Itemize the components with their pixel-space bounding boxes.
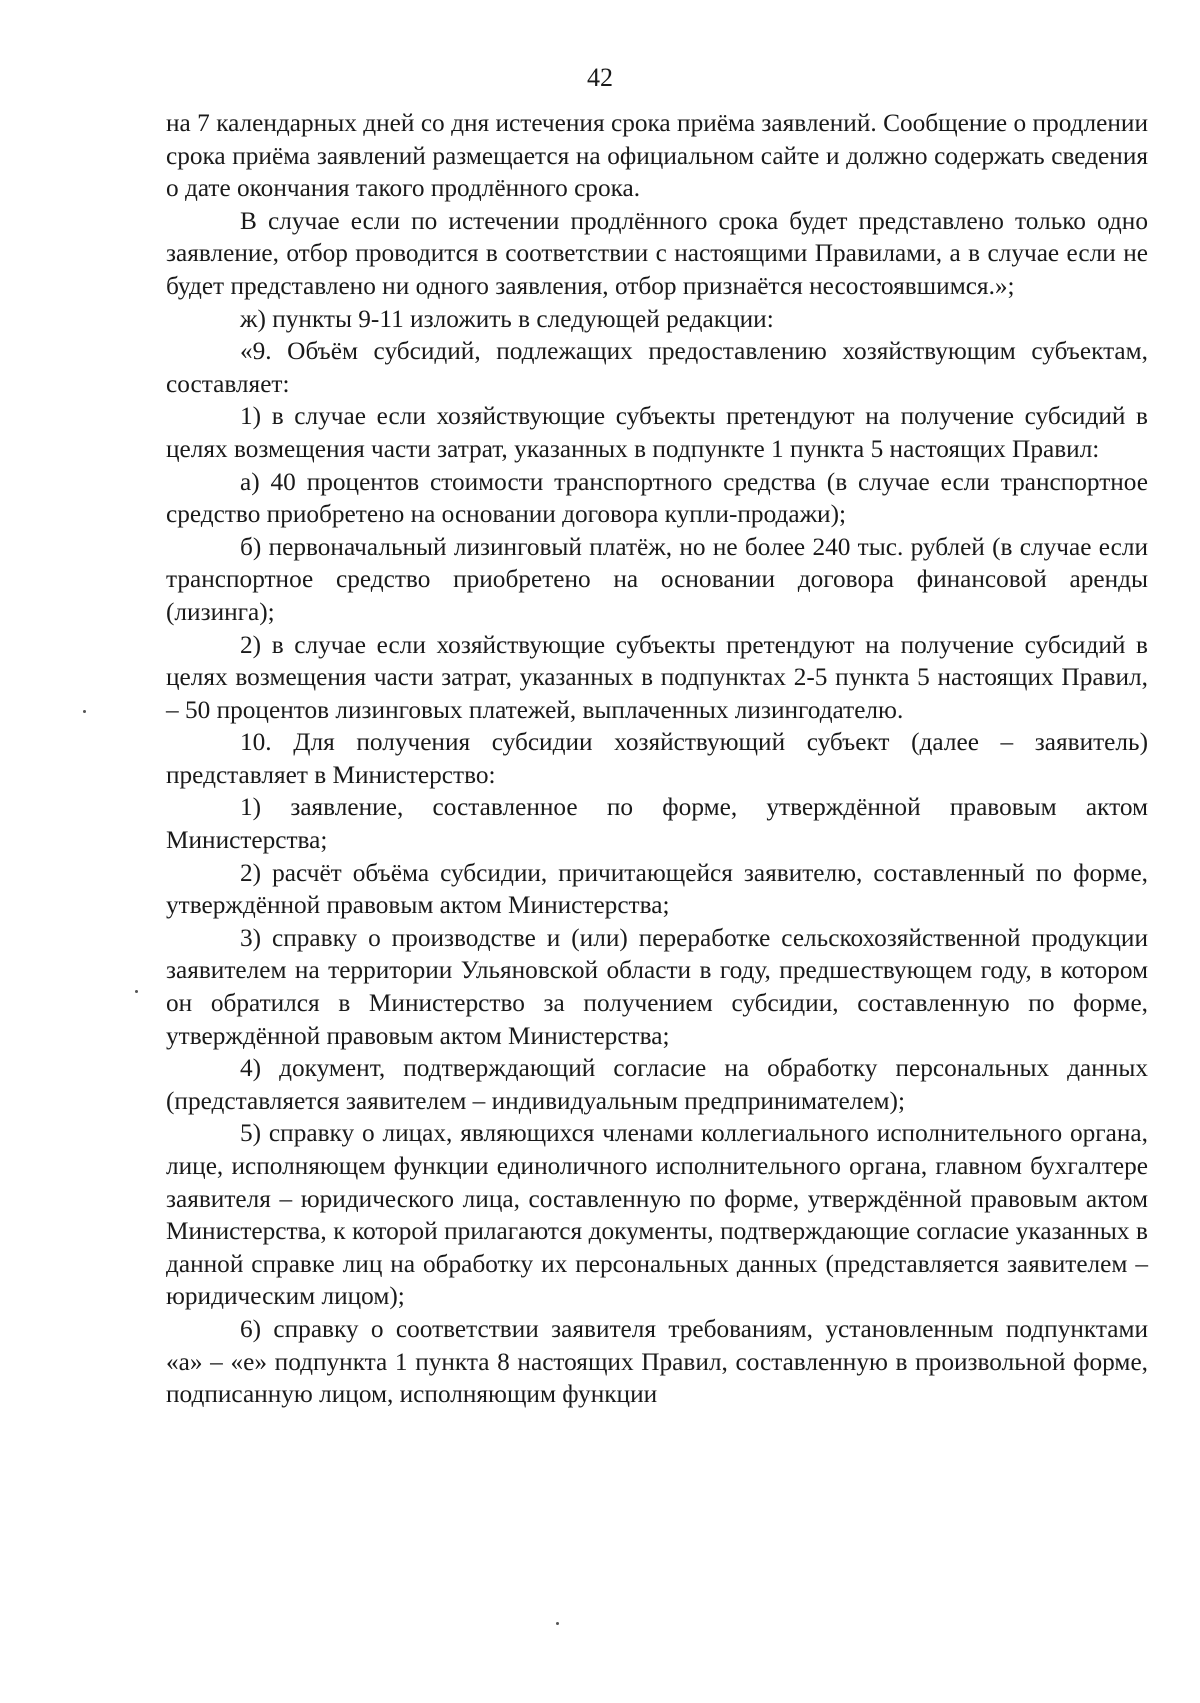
page-number: 42 — [587, 63, 613, 92]
document-body — [166, 107, 1148, 1411]
paragraph: 1) в случае если хозяйствующие субъекты претендуют на получение субсидий в целях возмещения части затрат, указанных в подпункте 1 пункта 5 настоящих Правил: — [166, 402, 1148, 463]
paragraph: на 7 календарных дней со дня истечения срока приёма заявлений. Сообщение о продлении срока приёма заявлений размещается на официальном сайте и должно содержать сведения о дате окончания такого продлённого срока. — [166, 109, 1148, 203]
paragraph: 1) заявление, составленное по форме, утверждённой правовым актом Министерства; — [166, 793, 1148, 855]
paragraph: 10. Для получения субсидии хозяйствующий субъект (далее – заявитель) представляет в Министерство: — [166, 728, 1148, 789]
paragraph: 3) справку о производстве и (или) переработке сельскохозяйственной продукции заявителем на территории Ульяновской области в году, предшествующем году, в котором он обратился в Министерство за получением субсидии, составленную по форме, утверждённой правовым актом Министерства; — [166, 923, 1148, 1050]
paragraph: 6) справку о соответствии заявителя требованиям, установленным подпунктами «а» – «е» подпункта 1 пункта 8 настоящих Правил, составленную в произвольной форме, подписанную лицом, исполняющим функции — [166, 1314, 1148, 1409]
paragraph: «9. Объём субсидий, подлежащих предоставлению хозяйствующим субъектам, составляет: — [166, 337, 1148, 398]
paragraph: 2) расчёт объёма субсидии, причитающейся заявителю, составленный по форме, утверждённой правовым актом Министерства; — [166, 858, 1148, 920]
paragraph: б) первоначальный лизинговый платёж, но не более 240 тыс. рублей (в случае если транспортное средство приобретено на основании договора финансовой аренды (лизинга); — [166, 532, 1148, 626]
paragraph: а) 40 процентов стоимости транспортного средства (в случае если транспортное средство приобретено на основании договора купли-продажи); — [166, 467, 1148, 529]
paragraph: ж) пункты 9-11 изложить в следующей редакции: — [240, 304, 774, 333]
paragraph: 4) документ, подтверждающий согласие на обработку персональных данных (представляется заявителем – индивидуальным предпринимателем); — [166, 1054, 1148, 1115]
scan-speck — [83, 710, 86, 713]
paragraph: 5) справку о лицах, являющихся членами коллегиального исполнительного органа, лице, исполняющем функции единоличного исполнительного органа, главном бухгалтере заявителя – юридического лица, составленную по форме, утверждённой правовым актом Министерства, к которой прилагаются документы, подтверждающие согласие указанных в данной справке лиц на обработку их персональных данных (представляется заявителем – юридическим лицом); — [166, 1119, 1148, 1311]
paragraph: 2) в случае если хозяйствующие субъекты претендуют на получение субсидий в целях возмещения части затрат, указанных в подпунктах 2-5 пункта 5 настоящих Правил, – 50 процентов лизинговых платежей, выплаченных лизингодателю. — [166, 630, 1148, 724]
scan-speck — [556, 1622, 559, 1625]
scan-speck — [135, 990, 138, 993]
paragraph: В случае если по истечении продлённого срока будет представлено только одно заявление, отбор проводится в соответствии с настоящими Правилами, а в случае если не будет представлено ни одного заявления, отбор признаётся несостоявшимся.»; — [166, 206, 1148, 300]
